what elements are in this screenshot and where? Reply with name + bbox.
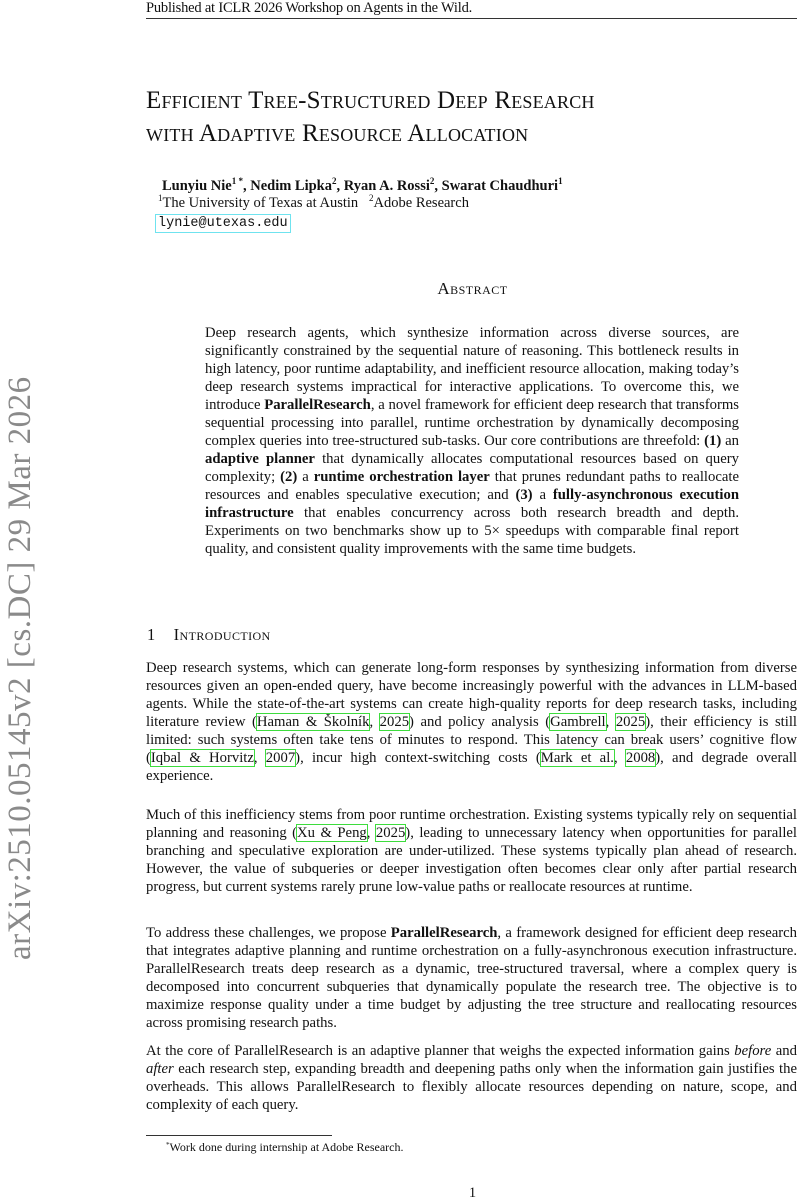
citation-link[interactable]: 2025 bbox=[375, 825, 406, 841]
citation-link[interactable]: 2025 bbox=[615, 714, 646, 730]
page-number: 1 bbox=[468, 1185, 477, 1201]
author-affil-mark: 2 bbox=[332, 176, 337, 186]
footnote-divider bbox=[146, 1135, 332, 1136]
citation-link[interactable]: Gambrell bbox=[550, 714, 606, 730]
author-affil-mark: 2 bbox=[429, 176, 435, 186]
abstract-body: Deep research agents, which synthesize information across diverse sources, are significantly constrained by the sequential nature of reasoning. This bottleneck results in high latency, poor runtime adaptability, and inefficient resource allocation, making today’s deep research systems impractical for interactive applications. To overcome this, we introduce ParallelResearch, a novel framework for efficient deep research that transforms sequential processing into parallel, runtime orchestration by dynamically decomposing complex queries into tree-structured sub-tasks. Our core contributions are threefold: (1) an adaptive planner that dynamically allocates computational resources based on query complexity; (2) a runtime orchestration layer that prunes redundant paths to reallocate resources and enables speculative execution; and (3) a fully-asynchronous execution infrastructure that enables concurrency across both research breadth and depth. Experiments on two benchmarks show up to 5× speedups with comparable final report quality, and consistent quality improvements with the same time budgets. bbox=[205, 325, 739, 557]
citation-link[interactable]: Xu & Peng bbox=[297, 825, 367, 841]
author-name: Swarat Chaudhuri bbox=[441, 178, 559, 194]
title-line-2: with Adaptive Resource Allocation bbox=[146, 120, 529, 147]
bold-text: (1) bbox=[704, 433, 722, 449]
body-paragraph: Deep research systems, which can generate long-form responses by synthesizing information from diverse resources given an open-ended query, have become increasingly powerful with the advances in LLM-based agents. While the state-of-the-art systems can create high-quality reports for deep research tasks, including literature review (Haman & Školník, 2025) and policy analysis (Gambrell, 2025), their efficiency is still limited: such systems often take tens of minutes to respond. This latency can break users’ cognitive flow (Iqbal & Horvitz, 2007), incur high context-switching costs (Mark et al., 2008), and degrade overall experience. bbox=[146, 660, 797, 784]
bold-text: ParallelResearch bbox=[390, 925, 498, 941]
email-link[interactable]: lynie@utexas.edu bbox=[155, 214, 291, 233]
running-header: Published at ICLR 2026 Workshop on Agents in the Wild. bbox=[146, 0, 797, 19]
footnote-mark: * bbox=[166, 1141, 170, 1149]
bold-text: adaptive planner bbox=[205, 451, 315, 467]
affiliations bbox=[158, 194, 469, 212]
affiliation-mark: 2 bbox=[369, 193, 374, 203]
footnote bbox=[166, 1140, 403, 1154]
bold-text: (3) bbox=[515, 487, 533, 503]
body-paragraph: Much of this inefficiency stems from poor runtime orchestration. Existing systems typically rely on sequential planning and reasoning (Xu & Peng, 2025), leading to unnecessary latency when opportunities for parallel branching and speculative exploration are under-utilized. These systems typically plan ahead of research. However, the value of subqueries or deeper investigation often becomes clear only after partial research progress, but current systems rarely prune low-value paths or reallocate resources at runtime. bbox=[146, 807, 797, 895]
author-affil-mark: 1 bbox=[558, 176, 563, 186]
arxiv-stamp: arXiv:2510.05145v2 [cs.DC] 29 Mar 2026 bbox=[2, 376, 38, 960]
citation-link[interactable]: Mark et al. bbox=[540, 750, 614, 766]
footnote-text: Work done during internship at Adobe Research. bbox=[169, 1140, 404, 1154]
bold-text: fully-asynchronous execution infrastructure bbox=[205, 487, 739, 521]
bold-text: ParallelResearch bbox=[264, 397, 371, 413]
citation-link[interactable]: Haman & Školník bbox=[256, 714, 370, 730]
paper-title bbox=[146, 84, 595, 150]
affiliation-mark: 1 bbox=[158, 193, 163, 203]
citation-link[interactable]: 2007 bbox=[265, 750, 296, 766]
citation-link[interactable]: Iqbal & Horvitz bbox=[150, 750, 254, 766]
affiliation-name: Adobe Research bbox=[373, 195, 469, 211]
bold-text: (2) bbox=[280, 469, 298, 485]
bold-text: runtime orchestration layer bbox=[313, 469, 490, 485]
section-title: Introduction bbox=[173, 625, 271, 644]
author-name: Ryan A. Rossi bbox=[343, 178, 430, 194]
affiliation-name: The University of Texas at Austin bbox=[162, 195, 359, 211]
abstract-heading: Abstract bbox=[437, 279, 508, 298]
italic-text: after bbox=[146, 1061, 174, 1077]
author-name: Nedim Lipka bbox=[250, 178, 333, 194]
citation-link[interactable]: 2008 bbox=[625, 750, 656, 766]
author-name: Lunyiu Nie bbox=[162, 178, 232, 194]
section-heading bbox=[147, 625, 271, 645]
body-paragraph: To address these challenges, we propose ParallelResearch, a framework designed for efficient deep research that integrates adaptive planning and runtime orchestration on a fully-asynchronous execution infrastructure. ParallelResearch treats deep research as a dynamic, tree-structured traversal, where a complex query is decomposed into concurrent subqueries that dynamically populate the research tree. The objective is to maximize response quality under a time budget by adjusting the tree structure and reallocating resources across promising research paths. bbox=[146, 925, 797, 1031]
citation-link[interactable]: 2025 bbox=[379, 714, 410, 730]
body-paragraph: At the core of ParallelResearch is an adaptive planner that weighs the expected information gains before and after each research step, expanding breadth and deepening paths only when the information gain justifies the overheads. This allows ParallelResearch to flexibly allocate resources depending on nature, scope, and complexity of each query. bbox=[146, 1043, 797, 1113]
section-number: 1 bbox=[147, 625, 156, 644]
italic-text: before bbox=[734, 1043, 772, 1059]
title-line-1: Efficient Tree-Structured Deep Research bbox=[146, 87, 595, 114]
author-list: Lunyiu Nie$^{1 *}$, Nedim Lipka$^2$, Ryan A. Rossi$^2$, Swarat Chaudhuri$^1$ bbox=[162, 176, 563, 194]
author-affil-mark: 1 * bbox=[231, 176, 243, 186]
